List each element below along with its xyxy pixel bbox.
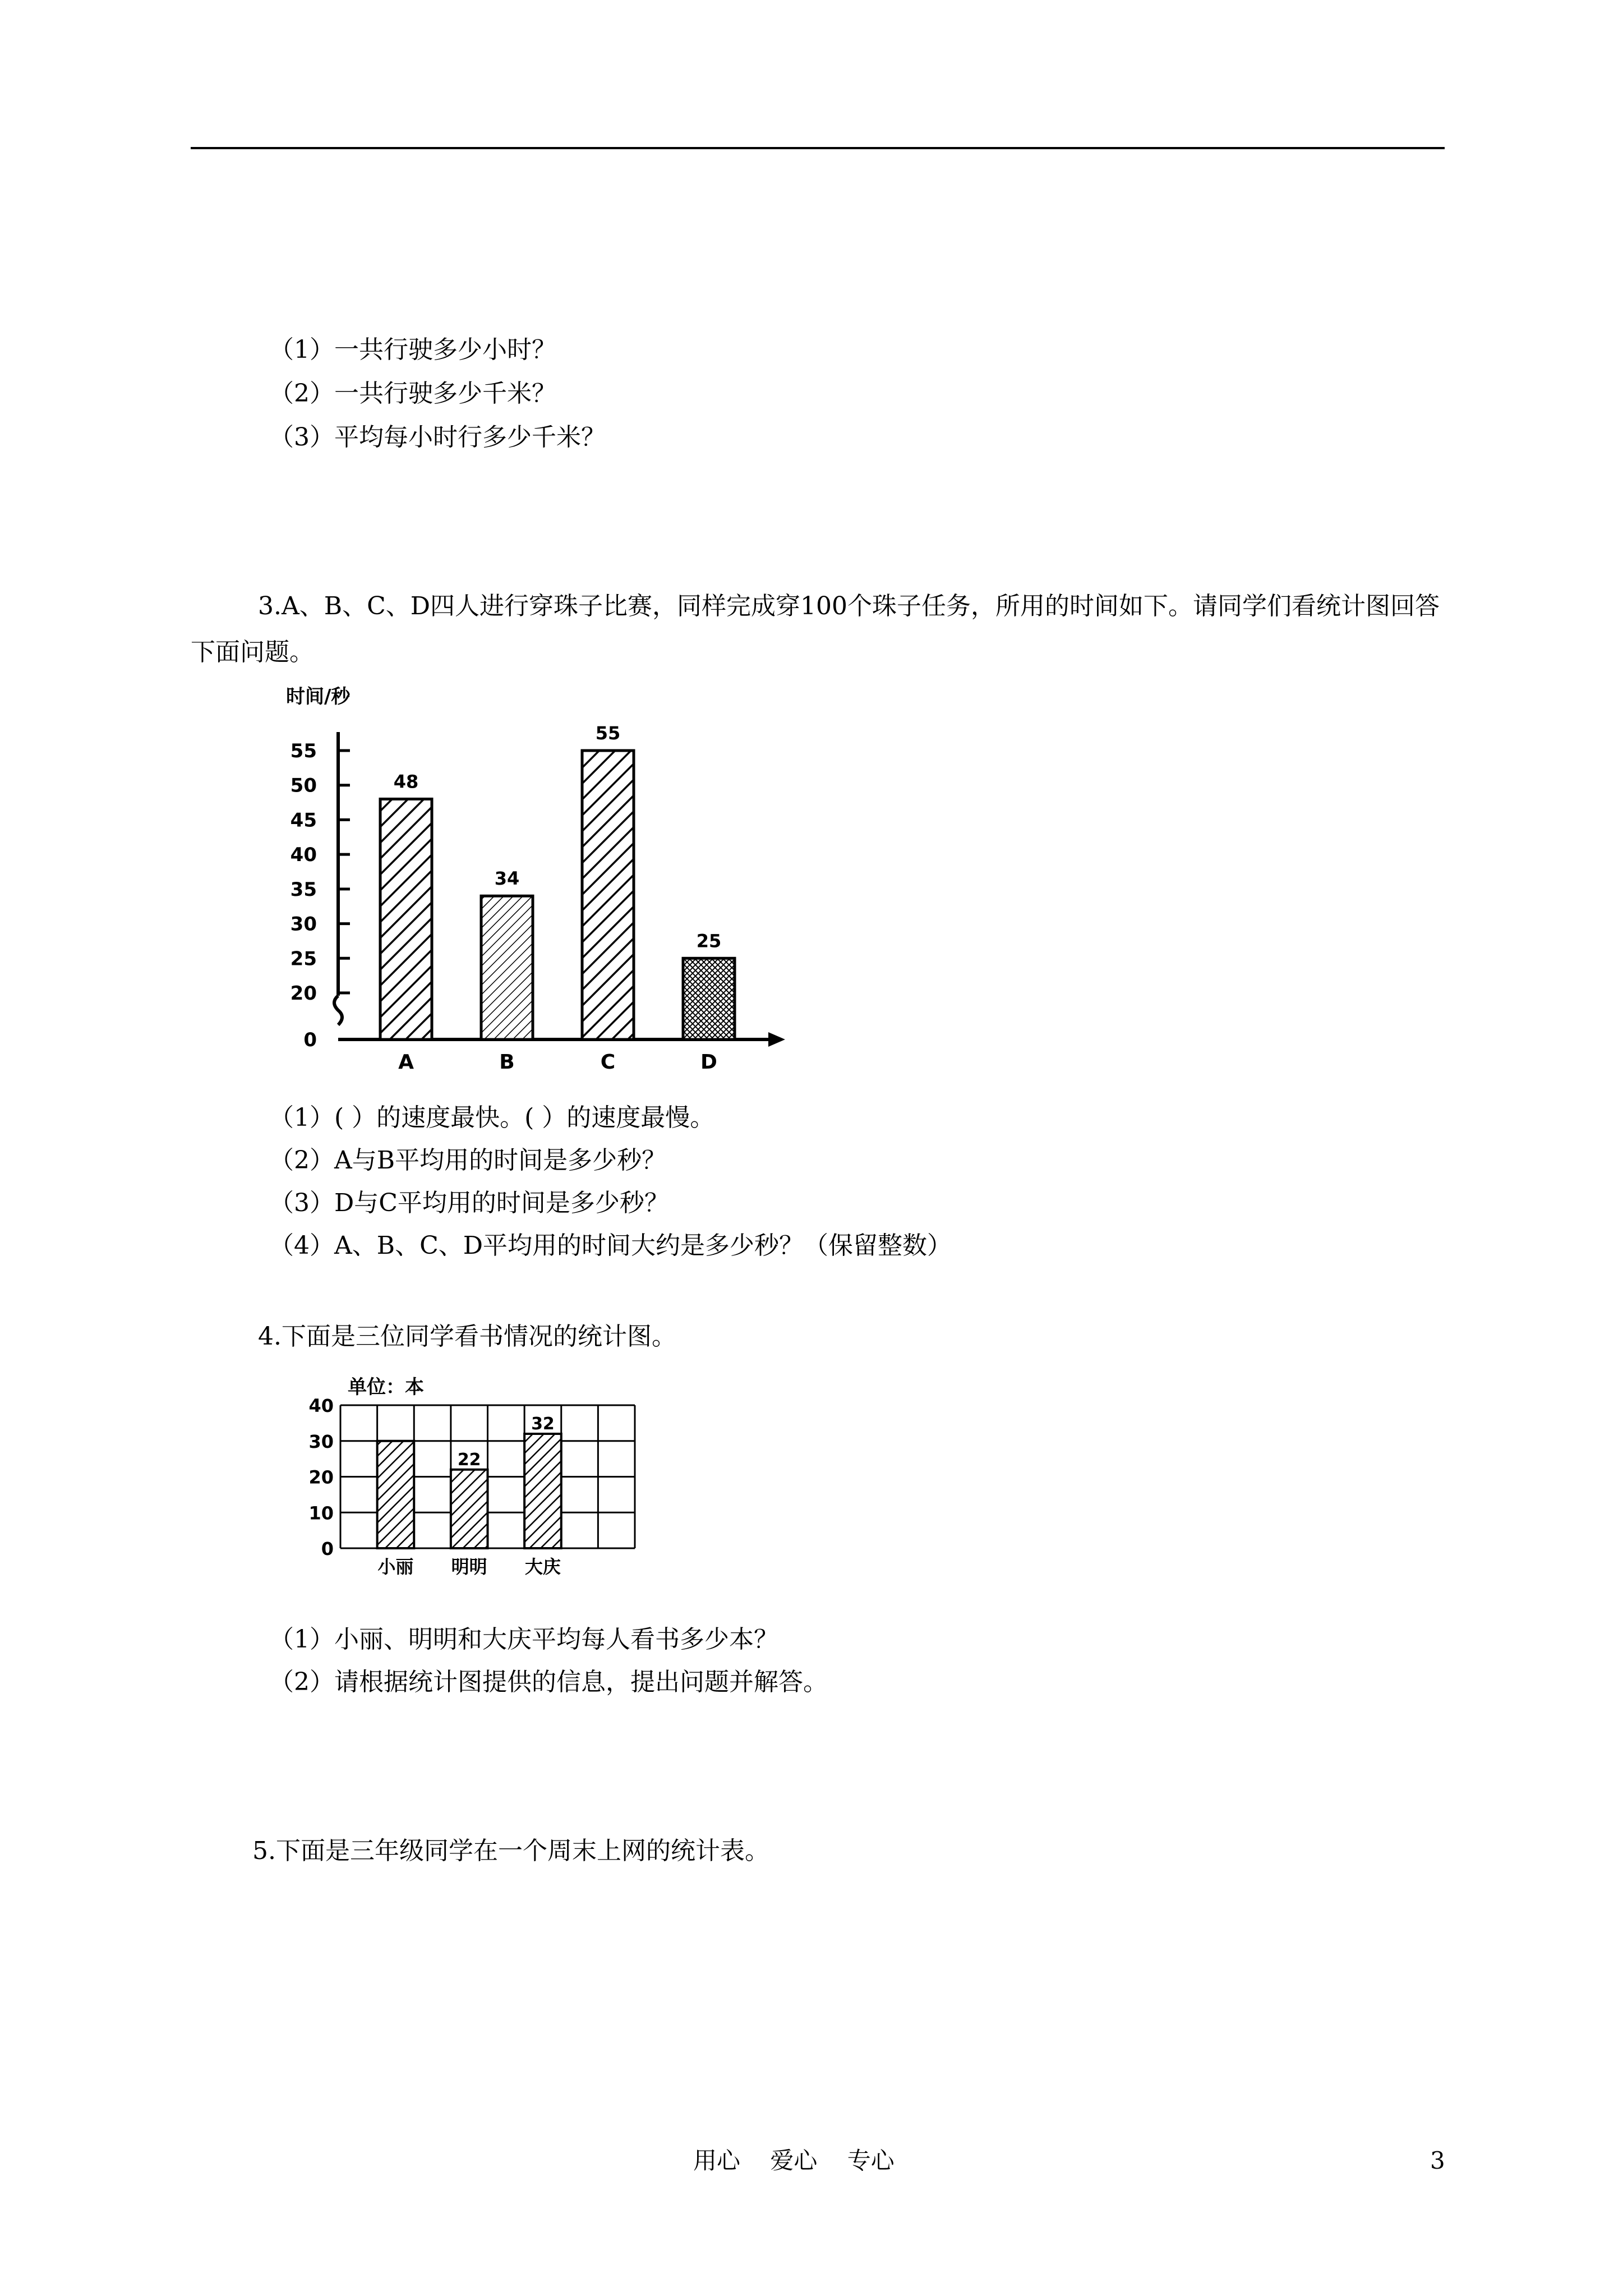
chart1-data-label: 25	[696, 930, 722, 952]
chart2-data-label: 22	[457, 1450, 481, 1470]
q3-stem	[191, 583, 1447, 675]
bar-chart-books-read	[297, 1369, 645, 1588]
q5-stem: 5.下面是三年级同学在一个周末上网的统计表。	[252, 1837, 769, 1865]
chart1-y-tick-label: 50	[290, 774, 317, 797]
chart1-category-label: B	[499, 1051, 515, 1074]
chart1-bar	[481, 896, 533, 1039]
chart2-data-label: 32	[531, 1414, 555, 1434]
q2-subquestion-1: （1）一共行驶多少小时？	[269, 335, 556, 364]
chart1-axis-break	[334, 996, 342, 1025]
chart1-data-label: 34	[494, 868, 520, 890]
q3-subquestion-3: （3）D与C平均用的时间是多少秒？	[269, 1189, 669, 1217]
chart1-y-tick-label: 35	[290, 878, 317, 901]
chart1-category-label: D	[700, 1051, 717, 1074]
q4-subquestion-2: （2）请根据统计图提供的信息，提出问题并解答。	[269, 1668, 828, 1696]
q4-subquestion-1: （1）小丽、明明和大庆平均每人看书多少本？	[269, 1625, 778, 1654]
chart1-y-tick-label: 30	[290, 913, 317, 936]
chart1-bar	[683, 958, 735, 1039]
q3-subquestion-4: （4）A、B、C、D平均用的时间大约是多少秒？（保留整数）	[269, 1231, 952, 1260]
chart1-data-label: 55	[595, 723, 621, 744]
q2-subquestion-2: （2）一共行驶多少千米？	[269, 379, 556, 408]
chart2-bar	[524, 1434, 561, 1548]
chart1-y-tick-label: 25	[290, 947, 317, 970]
bar-chart-race-times	[280, 679, 808, 1094]
q3-subquestion-2: （2）A与B平均用的时间是多少秒？	[269, 1146, 667, 1175]
chart1-data-label: 48	[393, 771, 419, 793]
chart2-y-tick-label: 30	[308, 1430, 334, 1452]
q3-subquestion-1: （1）( ）的速度最快。( ）的速度最慢。	[269, 1103, 715, 1132]
footer-motto: 用心 爱心 专心	[693, 2147, 895, 2174]
chart1-y-tick-label: 0	[303, 1029, 317, 1051]
chart2-y-tick-label: 0	[321, 1538, 334, 1559]
header-rule	[191, 147, 1445, 149]
chart2-category-label: 大庆	[524, 1556, 561, 1577]
chart1-bar	[582, 751, 634, 1039]
chart2-category-label: 小丽	[377, 1556, 414, 1577]
q3-stem-text: 3.A、B、C、D四人进行穿珠子比赛，同样完成穿100个珠子任务，所用的时间如下。请同学们看统计图回答下面问题。	[191, 592, 1440, 666]
page-number: 3	[1430, 2147, 1445, 2174]
chart2-unit-label: 单位：本	[348, 1376, 424, 1398]
chart2-bar	[451, 1470, 488, 1548]
chart2-bar	[377, 1441, 414, 1548]
chart1-category-label: C	[600, 1051, 616, 1074]
q4-stem: 4.下面是三位同学看书情况的统计图。	[258, 1322, 676, 1351]
chart2-y-tick-label: 10	[308, 1502, 334, 1524]
chart1-y-tick-label: 20	[290, 982, 317, 1005]
chart1-y-tick-label: 45	[290, 809, 317, 832]
chart1-y-tick-label: 40	[290, 844, 317, 867]
chart1-bar	[380, 799, 432, 1039]
chart1-x-arrow	[768, 1032, 785, 1047]
chart1-y-tick-label: 55	[290, 740, 317, 762]
chart1-ylabel: 时间/秒	[286, 685, 351, 708]
chart2-y-tick-label: 40	[308, 1395, 334, 1416]
chart2-y-tick-label: 20	[308, 1466, 334, 1488]
chart2-category-label: 明明	[451, 1556, 487, 1577]
chart1-category-label: A	[398, 1051, 414, 1074]
q2-subquestion-3: （3）平均每小时行多少千米？	[269, 423, 606, 452]
